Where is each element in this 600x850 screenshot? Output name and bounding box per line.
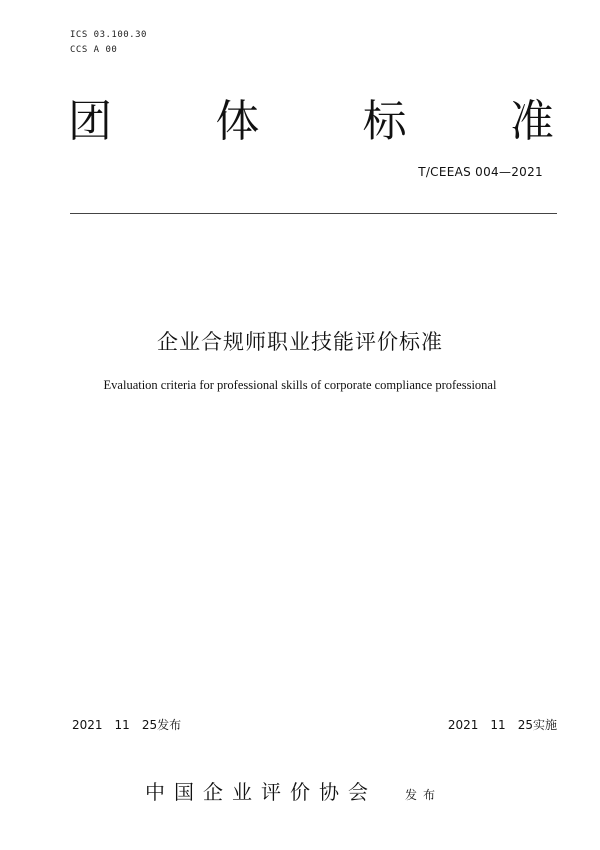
issue-day: 25 xyxy=(141,718,158,732)
implement-year: 2021 xyxy=(447,718,479,732)
publish-label: 发布 xyxy=(405,788,442,802)
implement-label: 实施 xyxy=(532,718,557,732)
issue-label: 发布 xyxy=(157,718,182,732)
header-divider xyxy=(70,213,557,214)
implementation-date xyxy=(448,716,557,733)
issue-month: 11 xyxy=(114,718,130,732)
ics-code: ICS 03.100.30 xyxy=(70,30,147,40)
heading-char: 标 xyxy=(362,96,407,147)
publisher-block xyxy=(145,776,441,805)
english-title: Evaluation criteria for professional skills of corporate compliance professional xyxy=(103,378,497,392)
heading-char: 准 xyxy=(509,96,554,147)
standard-number: T/CEEAS 004—2021 xyxy=(418,165,543,179)
ccs-code: CCS A 00 xyxy=(70,45,118,55)
implement-day: 25 xyxy=(517,718,533,732)
issue-year: 2021 xyxy=(72,718,103,732)
heading-char: 团 xyxy=(68,96,112,147)
heading-char: 体 xyxy=(215,96,260,147)
implement-month: 11 xyxy=(490,718,506,732)
issue-date xyxy=(72,716,181,733)
chinese-title: 企业合规师职业技能评价标准 xyxy=(157,330,443,354)
document-type-heading xyxy=(68,92,554,152)
publisher-name: 中国企业评价协会 xyxy=(145,780,377,804)
